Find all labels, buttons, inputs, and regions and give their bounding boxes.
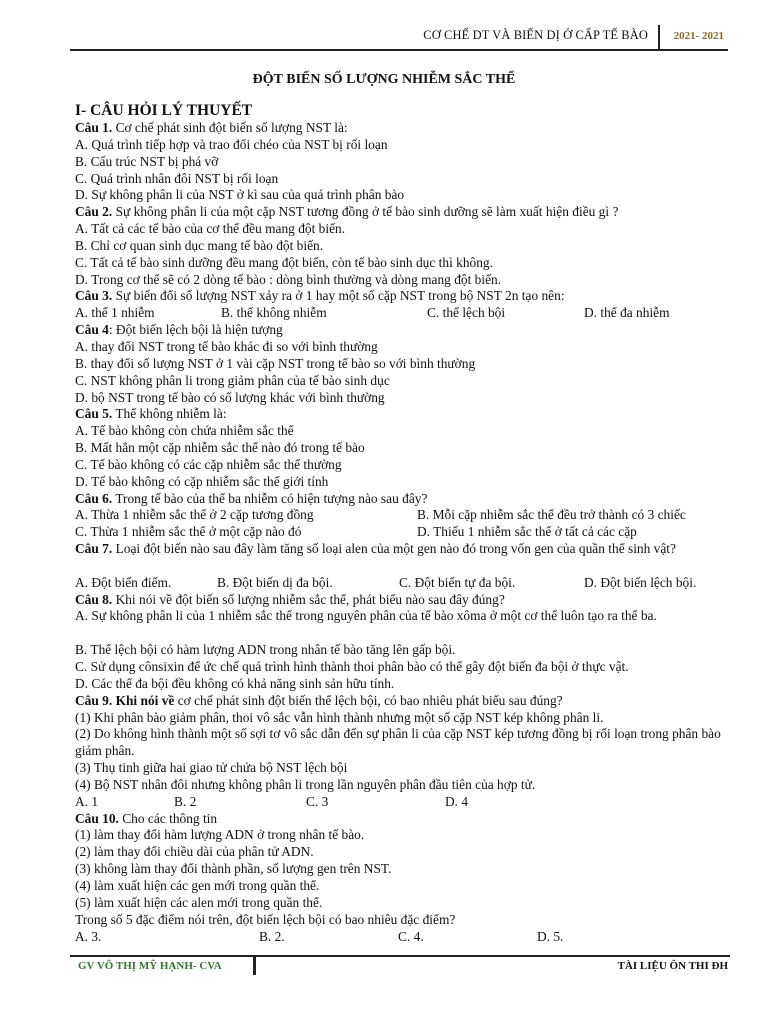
question-text: Sự không phân li của một cặp NST tương đồng ở tế bào sinh dưỡng sẽ làm xuất hiện điều gì ? (112, 204, 619, 220)
option-d: D. 5. (537, 928, 564, 944)
question-label: Câu 3. (75, 288, 113, 304)
question-label-tail: Khi nói về (112, 692, 175, 708)
section-heading: I- CÂU HỎI LÝ THUYẾT (75, 102, 253, 119)
question-label: Câu 10. (75, 810, 119, 826)
question-text: Thể không nhiễm là: (112, 406, 227, 422)
question-label: Câu 1. (75, 120, 113, 135)
option-c: C. Thừa 1 nhiễm sắc thể ở một cặp nào đó (75, 524, 302, 540)
option-b: B. thể không nhiễm (221, 305, 327, 321)
option-b: B. Chỉ cơ quan sinh dục mang tế bào đột biến. (75, 237, 324, 253)
option-c: C. Sử dụng cônsixin để ức chế quá trình hình thành thoi phân bào có thể gây đột biến đa bội ở thực vật. (75, 659, 629, 674)
option-d: D. Sự không phân li của NST ở kì sau của quá trình phân bào (75, 187, 405, 203)
page-footer (70, 955, 730, 979)
option-b: B. Mỗi cặp nhiễm sắc thể đều trở thành có 3 chiếc (417, 507, 686, 523)
question-text: Cho các thông tin (118, 810, 218, 826)
header-rule (70, 49, 728, 51)
option-a: A. Tất cả các tế bào của cơ thể đều mang đột biến. (75, 221, 346, 237)
page-header (70, 0, 730, 50)
question-4 (75, 322, 745, 339)
header-subject: CƠ CHẾ DT VÀ BIẾN DỊ Ở CẤP TẾ BÀO (423, 28, 648, 42)
option-d: D. Thiếu 1 nhiễm sắc thể ở tất cả các cặp (417, 524, 637, 540)
options-row (75, 305, 745, 322)
option-c: C. Đột biến tự đa bội. (399, 574, 516, 590)
option-c: C. Tế bào không có các cặp nhiễm sắc thể thường (75, 456, 342, 472)
option-a: A. 3. (75, 928, 102, 944)
option-a: A. thay đổi NST trong tế bào khác đi so với bình thường (75, 338, 378, 354)
statement-2: (2) làm thay đổi chiều dài của phân tử ADN. (75, 844, 314, 860)
question-5 (75, 406, 745, 423)
option-b: B. 2. (259, 928, 285, 944)
options-row (75, 575, 745, 592)
question-label: Câu 9. (75, 692, 113, 708)
question-9 (75, 693, 745, 710)
question-prompt: Trong số 5 đặc điểm nói trên, đột biến lệch bội có bao nhiêu đặc điểm? (75, 911, 456, 927)
question-1 (75, 120, 745, 137)
question-8 (75, 592, 745, 609)
option-c: C. Quá trình nhân đôi NST bị rối loạn (75, 170, 279, 186)
option-d: D. Đột biến lệch bội. (584, 574, 697, 590)
option-a: A. Sự không phân li của 1 nhiễm sắc thể trong nguyên phân của tế bào xôma ở một cơ thể luôn tạo ra thể ba. (75, 608, 657, 624)
option-c: C. 3 (306, 793, 329, 809)
footer-separator (253, 957, 256, 975)
options-row (75, 929, 745, 946)
question-text: Loại đột biến nào sau đây làm tăng số loại alen của một gen nào đó trong vốn gen của quần thể sinh vật? (112, 541, 676, 557)
option-a: A. Tế bào không còn chứa nhiễm sắc thể (75, 423, 294, 439)
option-d: D. thể đa nhiễm (584, 305, 670, 321)
option-d: D. 4 (445, 793, 469, 809)
question-text: Khi nói về đột biến số lượng nhiễm sắc thể, phát biểu nào sau đây đúng? (112, 591, 505, 607)
question-label: Câu 4 (75, 322, 109, 338)
question-text: Trong tế bào của thể ba nhiễm có hiện tượng nào sau đây? (112, 490, 428, 506)
option-b: B. Thể lệch bội có hàm lượng ADN trong nhân tế bào tăng lên gấp bội. (75, 642, 456, 658)
statement-3: (3) không làm thay đổi thành phần, số lượng gen trên NST. (75, 861, 392, 877)
statement-3: (3) Thụ tinh giữa hai giao tử chứa bộ NST lệch bội (75, 760, 348, 776)
options-row (75, 524, 745, 541)
option-b: B. 2 (174, 793, 197, 809)
question-label: Câu 2. (75, 204, 113, 220)
document-title: ĐỘT BIẾN SỐ LƯỢNG NHIỄM SẮC THỂ (252, 72, 516, 87)
question-2 (75, 204, 745, 221)
option-b: B. thay đổi số lượng NST ở 1 vài cặp NST trong tế bào so với bình thường (75, 355, 476, 371)
option-b: B. Mất hẳn một cặp nhiễm sắc thể nào đó trong tế bào (75, 440, 365, 456)
option-a: A. thể 1 nhiễm (75, 305, 155, 321)
option-a: A. Thừa 1 nhiễm sắc thể ở 2 cặp tương đồng (75, 507, 314, 523)
question-7 (75, 541, 745, 575)
option-b: B. Cấu trúc NST bị phá vỡ (75, 153, 219, 169)
footer-doc-type: TÀI LIỆU ÔN THI ĐH (617, 960, 728, 972)
option-d: D. bộ NST trong tế bào có số lượng khác với bình thường (75, 389, 385, 405)
question-text: : Đột biến lệch bội là hiện tượng (108, 322, 283, 338)
option-a: A. Đột biến điểm. (75, 574, 172, 590)
question-label: Câu 7. (75, 541, 113, 557)
question-text: Cơ chế phát sinh đột biến số lượng NST là: (112, 120, 348, 135)
footer-author: GV VÕ THỊ MỸ HẠNH- CVA (78, 960, 222, 972)
footer-rule (70, 955, 730, 957)
question-text: Sự biến đổi số lượng NST xảy ra ở 1 hay một số cặp NST trong bộ NST 2n tạo nên: (112, 288, 565, 304)
statement-4: (4) làm xuất hiện các gen mới trong quần thể. (75, 877, 320, 893)
option-c: C. thể lệch bội (427, 305, 506, 321)
option-c: C. Tất cả tế bào sinh dưỡng đều mang đột biến, còn tế bào sinh dục thì không. (75, 254, 493, 270)
question-6 (75, 491, 745, 508)
option-c: C. NST không phân li trong giảm phân của tế bào sinh dục (75, 372, 390, 388)
statement-2: (2) Do không hình thành một số sợi tơ vô sắc dẫn đến sự phân li của cặp NST kép tương đồng bị rối loạn trong phân bào giảm phân. (75, 726, 721, 759)
question-3 (75, 288, 745, 305)
option-a: A. 1 (75, 793, 99, 809)
question-10 (75, 811, 745, 828)
question-label: Câu 5. (75, 406, 113, 422)
statement-4: (4) Bộ NST nhân đôi nhưng không phân li trong lần nguyên phân đầu tiên của hợp tử. (75, 776, 536, 792)
option-d: D. Tế bào không có cặp nhiễm sắc thể giới tính (75, 473, 329, 489)
option-b: B. Đột biến dị đa bội. (217, 574, 333, 590)
option-c: C. 4. (398, 928, 424, 944)
question-label: Câu 6. (75, 490, 113, 506)
option-d: D. Trong cơ thể sẽ có 2 dòng tế bào : dòng bình thường và dòng mang đột biến. (75, 271, 502, 287)
options-row (75, 794, 745, 811)
option-d: D. Các thể đa bội đều không có khả năng sinh sản hữu tính. (75, 675, 395, 691)
option-a: A. Quá trình tiếp hợp và trao đổi chéo của NST bị rối loạn (75, 136, 388, 152)
statement-1: (1) Khi phân bào giảm phân, thoi vô sắc vẫn hình thành nhưng một số cặp NST kép không phân li. (75, 709, 604, 725)
statement-1: (1) làm thay đổi hàm lượng ADN ở trong nhân tế bào. (75, 827, 365, 843)
question-label: Câu 8. (75, 591, 113, 607)
question-text: cơ chế phát sinh đột biến thể lệch bội, có bao nhiêu phát biểu sau đúng? (174, 692, 563, 708)
statement-5: (5) làm xuất hiện các alen mới trong quần thể. (75, 894, 323, 910)
header-year: 2021- 2021 (673, 30, 724, 42)
question-list (75, 120, 745, 945)
options-row (75, 507, 745, 524)
header-separator (658, 25, 660, 50)
